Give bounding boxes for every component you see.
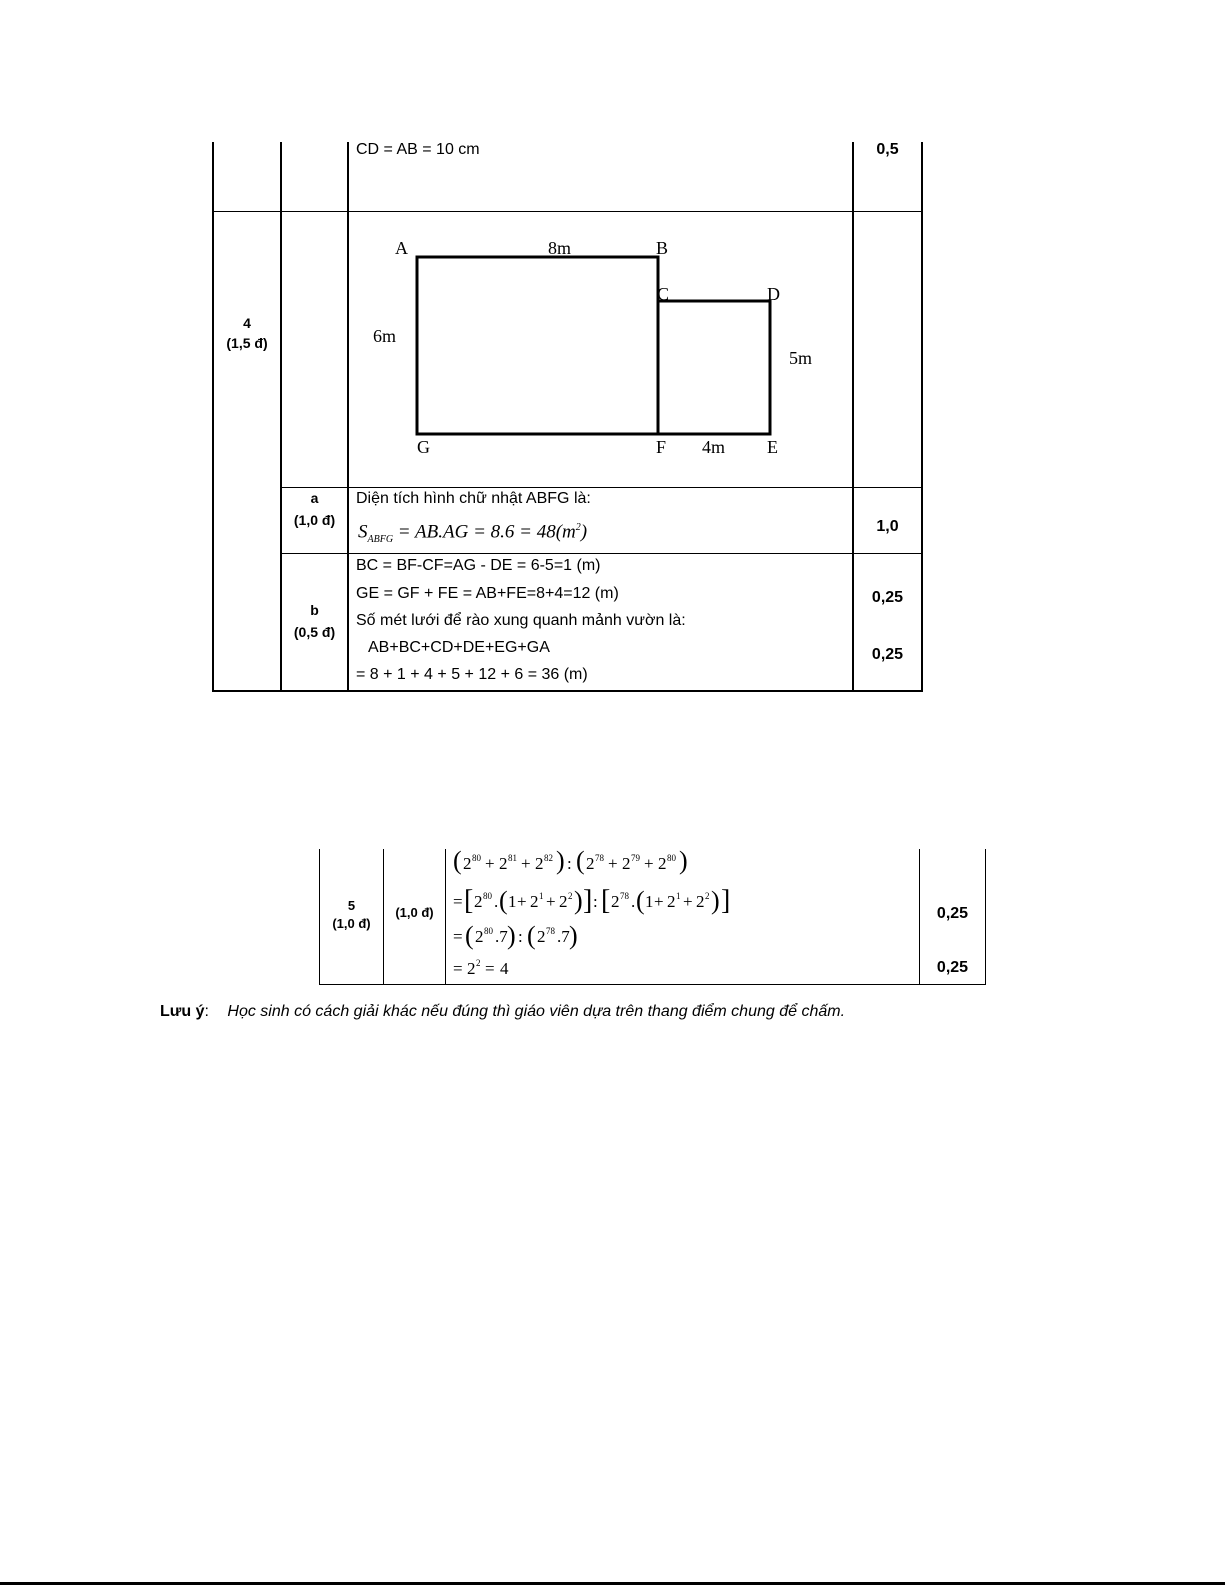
part-b-line-1: BC = BF-CF=AG - DE = 6-5=1 (m) xyxy=(356,557,601,574)
svg-text:2: 2 xyxy=(535,854,544,873)
power-formula xyxy=(447,849,917,984)
svg-text:2: 2 xyxy=(499,854,508,873)
row-top-score: 0,5 xyxy=(876,141,899,158)
question-5-number: 5 xyxy=(347,898,356,913)
label-g: G xyxy=(417,437,430,457)
svg-text:=: = xyxy=(453,892,463,911)
row-top-text: CD = AB = 10 cm xyxy=(356,141,480,158)
note-text: Học sinh có cách giải khác nếu đúng thì giáo viên dựa trên thang điểm chung để chấm. xyxy=(227,1003,846,1020)
svg-text:(: ( xyxy=(636,886,645,915)
part-b-label: b xyxy=(310,602,319,618)
part-b-points: (0,5 đ) xyxy=(293,624,336,640)
svg-text::: : xyxy=(593,892,598,911)
garden-figure xyxy=(349,212,852,487)
svg-text:2: 2 xyxy=(467,959,476,978)
formula-rest: = AB.AG = 8.6 = 48(m xyxy=(393,521,576,543)
part-a-line1: Diện tích hình chữ nhật ABFG là: xyxy=(356,490,591,507)
svg-text:2: 2 xyxy=(475,927,484,946)
svg-text:(: ( xyxy=(576,849,585,875)
svg-text:(: ( xyxy=(499,886,508,915)
part-a-formula xyxy=(358,516,587,552)
svg-text:1: 1 xyxy=(676,891,681,901)
svg-text:80: 80 xyxy=(472,853,481,863)
svg-text:80: 80 xyxy=(484,926,493,936)
dim-bottom: 4m xyxy=(702,437,726,457)
svg-text:78: 78 xyxy=(620,891,629,901)
svg-text:1: 1 xyxy=(645,892,654,911)
formula-end: ) xyxy=(580,521,588,543)
svg-text:2: 2 xyxy=(705,891,710,901)
svg-text::: : xyxy=(567,854,572,873)
svg-text:(: ( xyxy=(453,849,462,875)
svg-text:80: 80 xyxy=(667,853,676,863)
svg-text:+: + xyxy=(517,892,527,911)
svg-text:2: 2 xyxy=(568,891,573,901)
part-b-score-1: 0,25 xyxy=(871,589,904,606)
label-d: D xyxy=(767,284,780,304)
svg-text:(: ( xyxy=(527,921,536,950)
svg-text:2: 2 xyxy=(474,892,483,911)
svg-text:.: . xyxy=(631,892,636,911)
svg-text:+: + xyxy=(546,892,556,911)
svg-text:78: 78 xyxy=(546,926,555,936)
svg-text:): ) xyxy=(569,921,578,950)
svg-text:81: 81 xyxy=(508,853,517,863)
svg-text:+: + xyxy=(644,854,654,873)
svg-text:=: = xyxy=(453,959,463,978)
svg-text:.7: .7 xyxy=(557,927,570,946)
question-5-points: (1,0 đ) xyxy=(332,916,371,931)
part-b-line-5: = 8 + 1 + 4 + 5 + 12 + 6 = 36 (m) xyxy=(356,666,588,683)
question-4-number: 4 xyxy=(243,315,251,331)
rectangle-cdef xyxy=(658,301,770,434)
label-f: F xyxy=(656,437,667,457)
svg-text:+: + xyxy=(683,892,693,911)
svg-text:=: = xyxy=(485,959,495,978)
svg-text:1: 1 xyxy=(508,892,517,911)
note-label: Lưu ý xyxy=(160,1003,205,1020)
label-e: E xyxy=(767,437,778,457)
svg-text:2: 2 xyxy=(530,892,539,911)
note-colon: : xyxy=(204,1003,209,1020)
formula-sup: 2 xyxy=(575,522,581,533)
part-a-points: (1,0 đ) xyxy=(293,512,336,528)
part-b-score-2: 0,25 xyxy=(871,646,904,663)
dim-right: 5m xyxy=(789,348,813,368)
question-4-points: (1,5 đ) xyxy=(226,335,268,351)
svg-text:[: [ xyxy=(601,885,611,916)
svg-text:=: = xyxy=(453,927,463,946)
formula-s: S xyxy=(358,521,368,543)
svg-text:): ) xyxy=(507,921,516,950)
svg-text:2: 2 xyxy=(667,892,676,911)
svg-text:.7: .7 xyxy=(495,927,508,946)
formula-sub: ABFG xyxy=(367,534,394,546)
note xyxy=(160,1002,845,1022)
svg-text::: : xyxy=(518,927,523,946)
svg-text:82: 82 xyxy=(544,853,553,863)
svg-text:(: ( xyxy=(465,921,474,950)
part-a-label: a xyxy=(310,490,319,506)
svg-text:): ) xyxy=(679,849,688,875)
svg-text:79: 79 xyxy=(631,853,640,863)
question-5-score-2: 0,25 xyxy=(936,959,969,976)
svg-text:+: + xyxy=(608,854,618,873)
svg-text:2: 2 xyxy=(559,892,568,911)
part-a-score: 1,0 xyxy=(876,518,899,535)
part-b-line-4: AB+BC+CD+DE+EG+GA xyxy=(368,639,550,656)
svg-text:+: + xyxy=(521,854,531,873)
svg-text:.: . xyxy=(494,892,499,911)
svg-text:+: + xyxy=(485,854,495,873)
svg-text:2: 2 xyxy=(696,892,705,911)
svg-text:2: 2 xyxy=(476,958,481,968)
label-b: B xyxy=(656,238,669,258)
question-5-sub-points: (1,0 đ) xyxy=(395,905,434,920)
svg-text:2: 2 xyxy=(463,854,472,873)
label-c: C xyxy=(657,284,670,304)
svg-text:1: 1 xyxy=(539,891,544,901)
rectangle-abfg xyxy=(417,257,658,434)
svg-text:+: + xyxy=(654,892,664,911)
svg-text:): ) xyxy=(556,849,565,875)
part-b-line-3: Số mét lưới để rào xung quanh mảnh vườn là: xyxy=(356,612,686,629)
svg-text:2: 2 xyxy=(622,854,631,873)
svg-text:2: 2 xyxy=(611,892,620,911)
dim-top: 8m xyxy=(548,238,572,258)
svg-text:2: 2 xyxy=(586,854,595,873)
svg-text:2: 2 xyxy=(658,854,667,873)
svg-text:): ) xyxy=(574,886,583,915)
svg-text:2: 2 xyxy=(537,927,546,946)
question-5-score-1: 0,25 xyxy=(936,905,969,922)
svg-text:78: 78 xyxy=(595,853,604,863)
svg-text:]: ] xyxy=(721,885,731,916)
svg-text:[: [ xyxy=(464,885,474,916)
svg-text:): ) xyxy=(711,886,720,915)
svg-text:80: 80 xyxy=(483,891,492,901)
svg-text:]: ] xyxy=(583,885,593,916)
dim-left: 6m xyxy=(373,326,397,346)
part-b-line-2: GE = GF + FE = AB+FE=8+4=12 (m) xyxy=(356,585,619,602)
label-a: A xyxy=(395,238,408,258)
svg-text:4: 4 xyxy=(500,959,509,978)
